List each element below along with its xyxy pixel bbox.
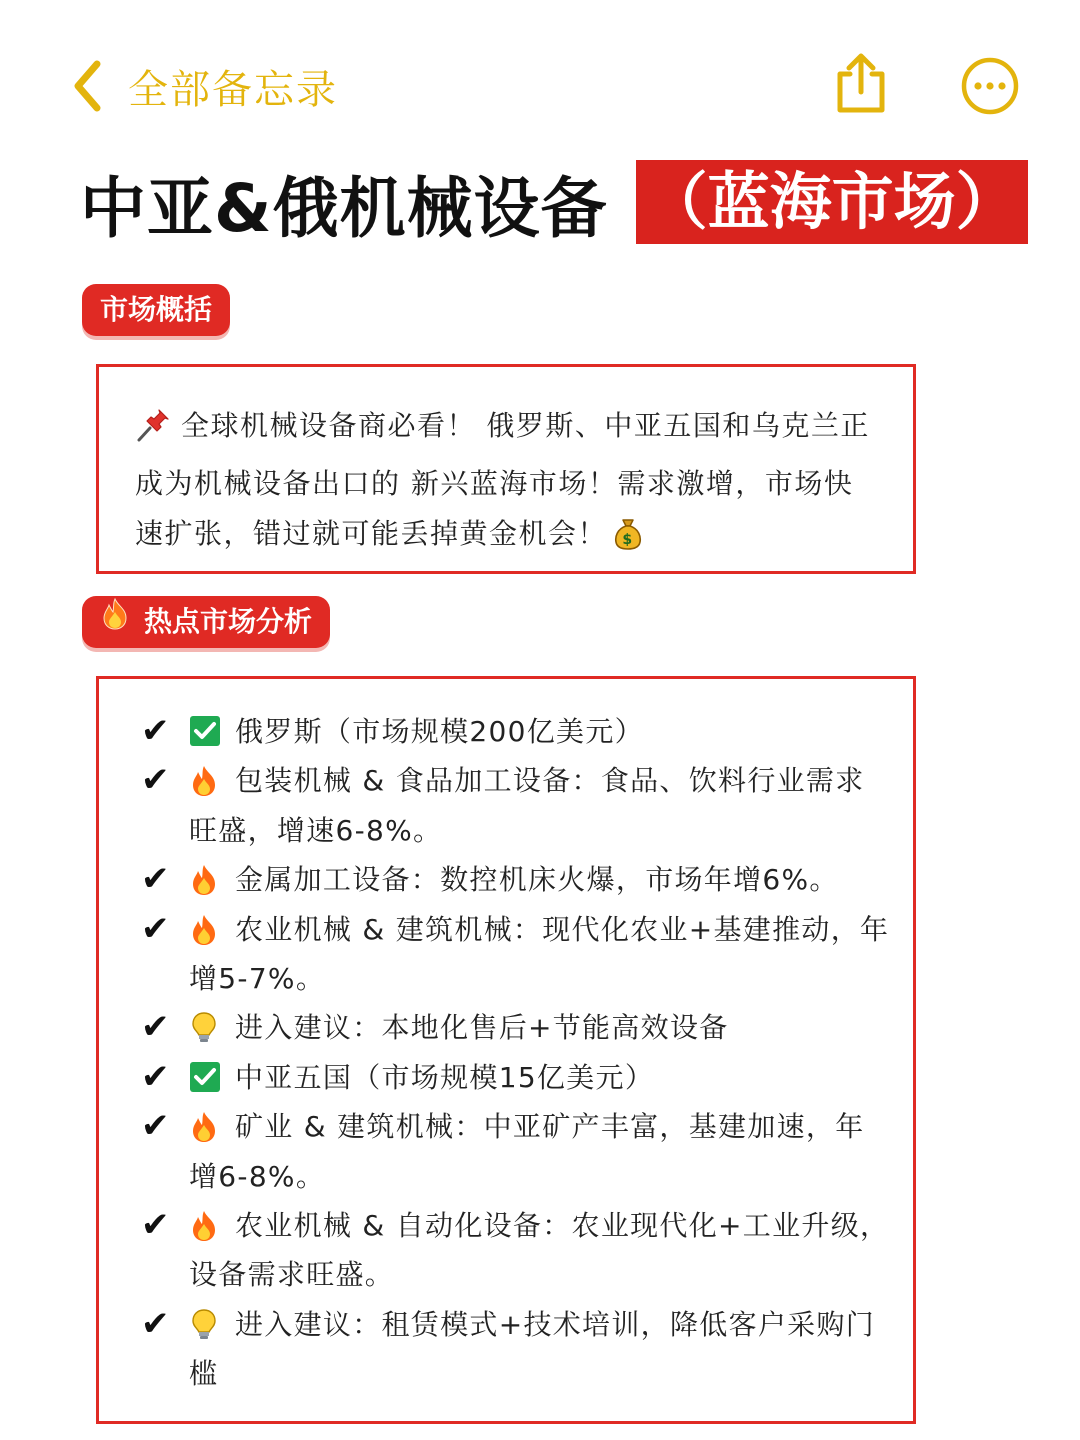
list-item-content <box>189 1300 893 1399</box>
chevron-left-icon <box>72 60 102 112</box>
checkmark-icon: ✔ <box>141 908 171 949</box>
checkmark-icon: ✔ <box>141 1303 171 1344</box>
fire-icon <box>189 863 221 895</box>
list-item <box>141 855 893 904</box>
checkmark-icon: ✔ <box>141 1007 171 1048</box>
back-button[interactable] <box>72 54 338 118</box>
list-item-text: 金属加工设备：数控机床火爆，市场年增6%。 <box>235 863 839 897</box>
intro-text: 全球机械设备商必看！ 俄罗斯、中亚五国和乌克兰正成为机械设备出口的 新兴蓝海市场！需求激增，市场快速扩张，错过就可能丢掉黄金机会！ <box>135 409 870 550</box>
fire-icon <box>189 913 221 945</box>
list-item-text: 进入建议：租赁模式+技术培训，降低客户采购门槛 <box>189 1307 876 1391</box>
nav-bar <box>0 0 1080 170</box>
money-bag-icon <box>613 517 643 567</box>
bulb-icon <box>189 1011 221 1043</box>
list-item <box>141 707 893 756</box>
more-button[interactable] <box>960 56 1020 116</box>
list-item-content <box>189 1053 893 1102</box>
list-item-content <box>189 707 893 756</box>
list-item-text: 农业机械 & 建筑机械：现代化农业+基建推动，年增5-7%。 <box>189 912 890 996</box>
back-label: 全部备忘录 <box>128 66 338 113</box>
list-item-text: 矿业 & 建筑机械：中亚矿产丰富，基建加速，年增6-8%。 <box>189 1110 865 1193</box>
list-item-text: 农业机械 & 自动化设备：农业现代化+工业升级，设备需求旺盛。 <box>189 1209 890 1292</box>
section-tag-market-overview <box>82 284 230 336</box>
pushpin-icon <box>135 407 171 459</box>
section-tag-label: 市场概括 <box>100 293 213 326</box>
list-item-content <box>189 1201 893 1300</box>
fire-icon <box>100 596 130 648</box>
list-item-content <box>189 1003 893 1052</box>
list-item-text: 中亚五国（市场规模15亿美元） <box>235 1060 655 1094</box>
check-box-icon <box>189 1061 221 1093</box>
list-item-content <box>189 905 893 1004</box>
check-box-icon <box>189 715 221 747</box>
title-badge: （蓝海市场） <box>636 160 1028 244</box>
list-item <box>141 905 893 1004</box>
list-item <box>141 1300 893 1399</box>
list-item-content <box>189 1102 893 1201</box>
section-tag-hot-markets <box>82 596 330 648</box>
list-item <box>141 1003 893 1052</box>
page-title <box>80 156 1028 248</box>
list-item-text: 俄罗斯（市场规模200亿美元） <box>235 715 644 748</box>
checkmark-icon: ✔ <box>141 1106 171 1147</box>
fire-icon <box>189 764 221 796</box>
list-item <box>141 756 893 855</box>
checkmark-icon: ✔ <box>141 760 171 801</box>
intro-paragraph <box>135 401 879 567</box>
checkmark-icon: ✔ <box>141 711 171 751</box>
fire-icon <box>189 1110 221 1142</box>
checkmark-icon: ✔ <box>141 1056 171 1097</box>
list-item <box>141 1053 893 1102</box>
section-tag-label: 热点市场分析 <box>144 605 313 638</box>
list-item <box>141 1201 893 1300</box>
list-item-content <box>189 855 893 904</box>
checkmark-icon: ✔ <box>141 1205 171 1246</box>
share-button[interactable] <box>832 52 890 116</box>
svg-text:$: $ <box>622 532 634 548</box>
bulb-icon <box>189 1308 221 1340</box>
intro-box <box>96 364 916 574</box>
list-item-text: 进入建议：本地化售后+节能高效设备 <box>235 1011 729 1045</box>
list-item <box>141 1102 893 1201</box>
list-item-text: 包装机械 & 食品加工设备：食品、饮料行业需求旺盛，增速6-8%。 <box>189 764 865 847</box>
share-icon <box>832 101 890 120</box>
hot-markets-box <box>96 676 916 1424</box>
more-icon <box>960 101 1020 120</box>
title-main: 中亚&俄机械设备 <box>80 169 608 247</box>
hot-markets-list <box>141 707 893 1399</box>
checkmark-icon: ✔ <box>141 859 171 900</box>
fire-icon <box>189 1209 221 1241</box>
list-item-content <box>189 756 893 855</box>
